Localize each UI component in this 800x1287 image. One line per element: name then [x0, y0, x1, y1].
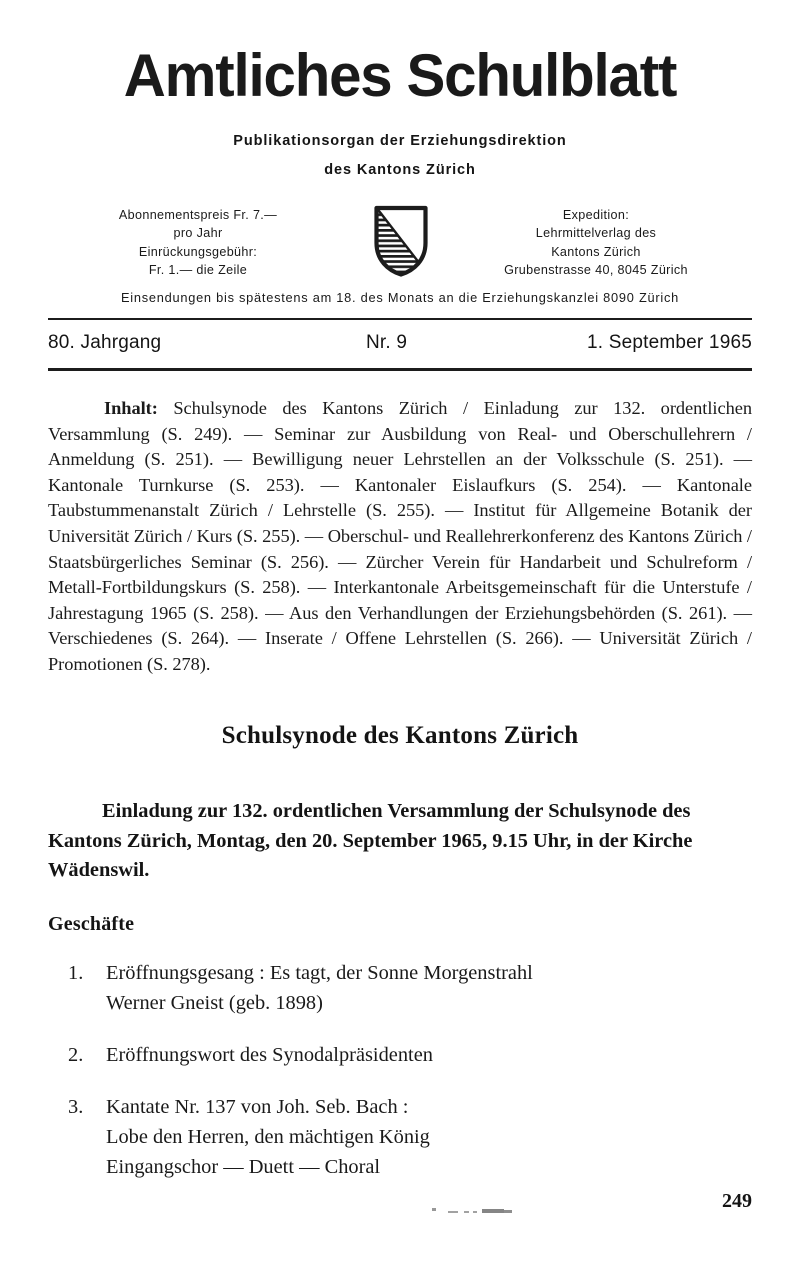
list-item	[48, 958, 748, 1018]
agenda-item-line: Lobe den Herren, den mächtigen König	[106, 1126, 430, 1148]
agenda-item-line: Werner Gneist (geb. 1898)	[106, 992, 323, 1014]
issue-line	[48, 332, 752, 362]
zurich-coat-of-arms-shield-icon	[372, 203, 430, 277]
contents-text: Schulsynode des Kantons Zürich / Einladung zur 132. ordentlichen Versammlung (S. 249). — Seminar zur Ausbildung von Real- und Oberschullehrern / Anmeldung (S. 251). — Bewilligung neuer Lehrstellen an der Volksschule (S. 251). — Kantonale Turnkurse (S. 253). — Kantonaler Eislaufkurs (S. 254). — Kantonale Taubstummenanstalt Zürich / Lehrstelle (S. 255). — Institut für Allgemeine Botanik der Universität Zürich / Kurs (S. 255). — Oberschul- und Reallehrerkonferenz des Kantons Zürich / Staatsbürgerliches Seminar (S. 256). — Zürcher Verein für Handarbeit und Schulreform / Metall-Fortbildungskurs (S. 258). — Interkantonale Arbeitsgemeinschaft für die Unterstufe / Jahrestagung 1965 (S. 258). — Aus den Verhandlungen der Erziehungsbehörden (S. 261). — Verschiedenes (S. 264). — Inserate / Offene Lehrstellen (S. 266). — Universität Zürich / Promotionen (S. 278).	[48, 398, 752, 674]
masthead-divider-thick	[48, 368, 752, 371]
scan-artifact	[430, 1203, 550, 1212]
page-number: 249	[722, 1190, 752, 1212]
agenda-item-line: Kantate Nr. 137 von Joh. Seb. Bach :	[106, 1096, 409, 1118]
expedition-info	[440, 206, 752, 280]
issue-date: 1. September 1965	[586, 332, 752, 353]
agenda-item-number: 2.	[68, 1044, 84, 1066]
insertion-fee-label: Einrückungsgebühr:	[138, 244, 258, 259]
agenda-item-number: 1.	[68, 962, 84, 984]
masthead-subtitle-line-2: des Kantons Zürich	[324, 162, 476, 178]
masthead-subtitle-line-1: Publikationsorgan der Erziehungsdirektion	[233, 133, 567, 149]
agenda-heading: Geschäfte	[48, 913, 135, 935]
list-item	[48, 1092, 748, 1182]
subscription-info	[48, 206, 348, 280]
agenda-item-line: Eröffnungsgesang : Es tagt, der Sonne Morgenstrahl	[106, 962, 533, 984]
issue-number: Nr. 9	[366, 332, 408, 353]
subscription-period: pro Jahr	[173, 226, 223, 241]
agenda-item-number: 3.	[68, 1096, 84, 1118]
contents-label: Inhalt:	[104, 398, 158, 418]
expedition-publisher: Lehrmittelverlag des	[535, 226, 657, 241]
insertion-fee-value: Fr. 1.— die Zeile	[148, 263, 248, 278]
page-title: Amtliches Schulblatt	[123, 42, 677, 109]
table-of-contents	[48, 396, 752, 678]
issue-volume: 80. Jahrgang	[48, 332, 162, 353]
expedition-label: Expedition:	[562, 208, 630, 222]
expedition-address: Grubenstrasse 40, 8045 Zürich	[504, 263, 688, 278]
expedition-canton: Kantons Zürich	[551, 244, 641, 259]
agenda-list	[48, 958, 748, 1204]
masthead-info-row	[48, 200, 752, 282]
agenda-item-line: Eröffnungswort des Synodalpräsidenten	[106, 1044, 433, 1066]
subscription-price: Abonnementspreis Fr. 7.—	[118, 208, 278, 222]
masthead-divider-thin	[48, 318, 752, 320]
submission-deadline-note: Einsendungen bis spätestens am 18. des Monats an die Erziehungskanzlei 8090 Zürich	[120, 290, 680, 305]
list-item	[48, 1040, 748, 1070]
invitation-paragraph: Einladung zur 132. ordentlichen Versammlung der Schulsynode des Kantons Zürich, Montag, den 20. September 1965, 9.15 Uhr, in der Kirche Wädenswil.	[48, 800, 693, 881]
article-title: Schulsynode des Kantons Zürich	[221, 722, 579, 749]
agenda-item-line: Eingangschor — Duett — Choral	[106, 1156, 381, 1178]
